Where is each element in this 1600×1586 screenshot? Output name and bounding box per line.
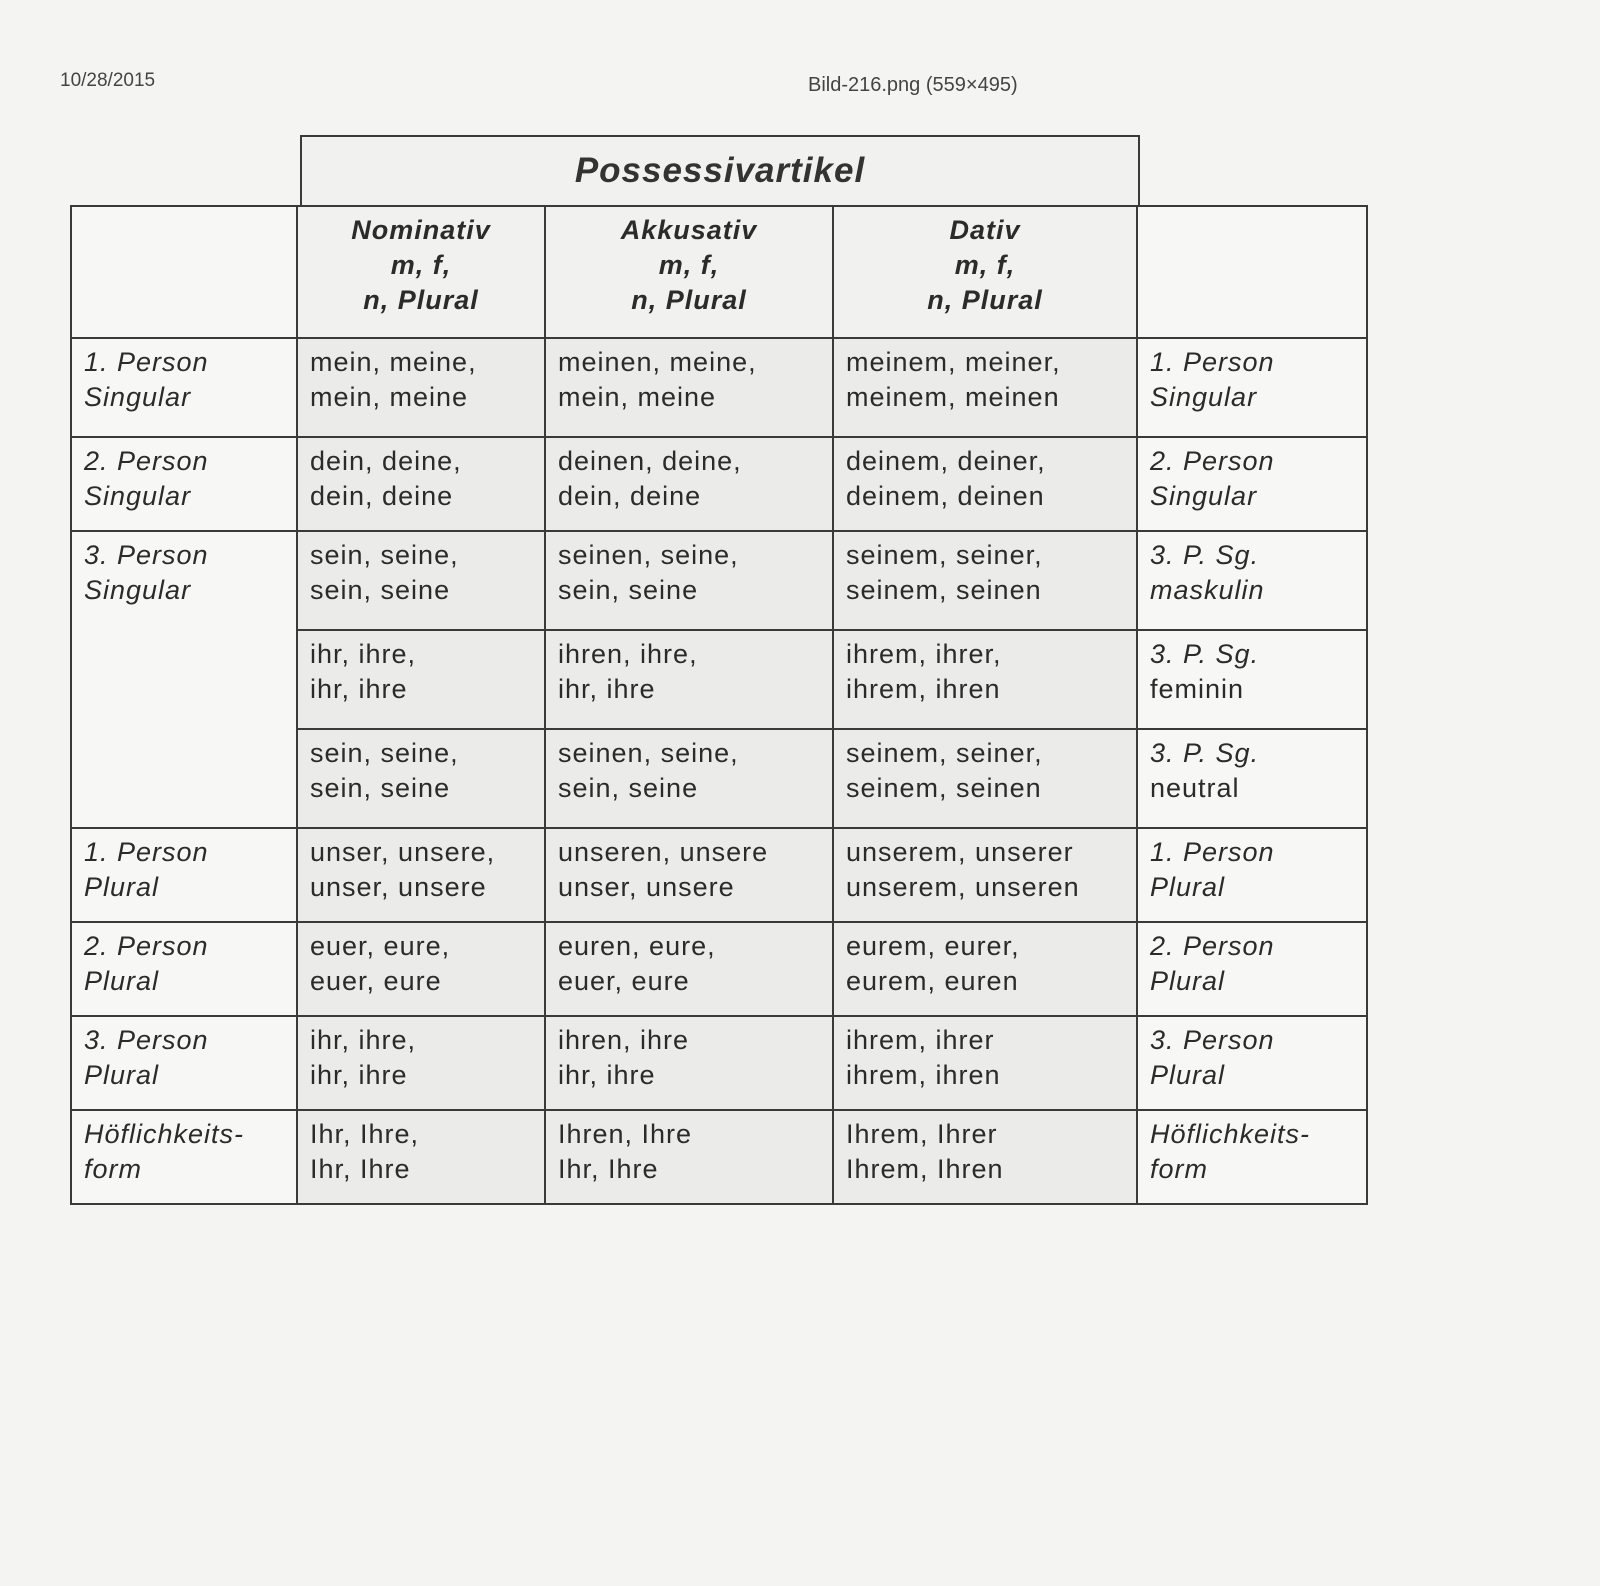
print-filename: Bild-216.png (559×495)	[808, 74, 1018, 96]
nominativ-cell: sein, seine, sein, seine	[297, 531, 545, 630]
nominativ-cell: mein, meine, mein, meine	[297, 338, 545, 437]
row-label: 2. Person Singular	[71, 437, 297, 531]
print-date: 10/28/2015	[60, 70, 156, 91]
row-label-right: 3. P. Sg. feminin	[1137, 630, 1367, 729]
dativ-cell: seinem, seiner, seinem, seinen	[833, 531, 1137, 630]
row-label-right: 2. Person Singular	[1137, 437, 1367, 531]
dativ-cell: unserem, unserer unserem, unseren	[833, 828, 1137, 922]
dativ-cell: ihrem, ihrer, ihrem, ihren	[833, 630, 1137, 729]
akkusativ-cell: meinen, meine, mein, meine	[545, 338, 833, 437]
row-label: 3. Person Plural	[71, 1016, 297, 1110]
table-row	[71, 338, 1367, 437]
akkusativ-cell: euren, eure, euer, eure	[545, 922, 833, 1016]
dativ-cell: deinem, deiner, deinem, deinen	[833, 437, 1137, 531]
table-row	[71, 922, 1367, 1016]
row-label-right: 1. Person Singular	[1137, 338, 1367, 437]
possessive-article-table	[70, 205, 1368, 1205]
akkusativ-cell: seinen, seine, sein, seine	[545, 531, 833, 630]
row-label-right: 2. Person Plural	[1137, 922, 1367, 1016]
row-label-right: 1. Person Plural	[1137, 828, 1367, 922]
row-label: 2. Person Plural	[71, 922, 297, 1016]
table-title: Possessivartikel	[300, 135, 1140, 205]
akkusativ-cell: ihren, ihre, ihr, ihre	[545, 630, 833, 729]
akkusativ-cell: Ihren, Ihre Ihr, Ihre	[545, 1110, 833, 1204]
table-row	[71, 531, 1367, 630]
dativ-cell: ihrem, ihrer ihrem, ihren	[833, 1016, 1137, 1110]
row-label-right: 3. P. Sg. maskulin	[1137, 531, 1367, 630]
table-row	[71, 1110, 1367, 1204]
dativ-cell: seinem, seiner, seinem, seinen	[833, 729, 1137, 828]
row-label: 1. Person Plural	[71, 828, 297, 922]
akkusativ-cell: unseren, unsere unser, unsere	[545, 828, 833, 922]
corner-cell	[71, 206, 297, 338]
nominativ-cell: euer, eure, euer, eure	[297, 922, 545, 1016]
column-header-nominativ: Nominativ m, f, n, Plural	[297, 206, 545, 338]
nominativ-cell: ihr, ihre, ihr, ihre	[297, 630, 545, 729]
dativ-cell: Ihrem, Ihrer Ihrem, Ihren	[833, 1110, 1137, 1204]
table-row	[71, 1016, 1367, 1110]
row-label: Höflichkeits- form	[71, 1110, 297, 1204]
nominativ-cell: Ihr, Ihre, Ihr, Ihre	[297, 1110, 545, 1204]
row-label: 3. Person Singular	[71, 531, 297, 828]
column-header-akkusativ: Akkusativ m, f, n, Plural	[545, 206, 833, 338]
dativ-cell: eurem, eurer, eurem, euren	[833, 922, 1137, 1016]
row-label-right: 3. Person Plural	[1137, 1016, 1367, 1110]
akkusativ-cell: ihren, ihre ihr, ihre	[545, 1016, 833, 1110]
akkusativ-cell: seinen, seine, sein, seine	[545, 729, 833, 828]
nominativ-cell: dein, deine, dein, deine	[297, 437, 545, 531]
dativ-cell: meinem, meiner, meinem, meinen	[833, 338, 1137, 437]
column-header-dativ: Dativ m, f, n, Plural	[833, 206, 1137, 338]
header-row	[71, 206, 1367, 338]
nominativ-cell: ihr, ihre, ihr, ihre	[297, 1016, 545, 1110]
row-label: 1. Person Singular	[71, 338, 297, 437]
akkusativ-cell: deinen, deine, dein, deine	[545, 437, 833, 531]
corner-cell-right	[1137, 206, 1367, 338]
nominativ-cell: sein, seine, sein, seine	[297, 729, 545, 828]
table-row	[71, 437, 1367, 531]
row-label-right: 3. P. Sg. neutral	[1137, 729, 1367, 828]
table-row	[71, 828, 1367, 922]
nominativ-cell: unser, unsere, unser, unsere	[297, 828, 545, 922]
row-label-right: Höflichkeits- form	[1137, 1110, 1367, 1204]
